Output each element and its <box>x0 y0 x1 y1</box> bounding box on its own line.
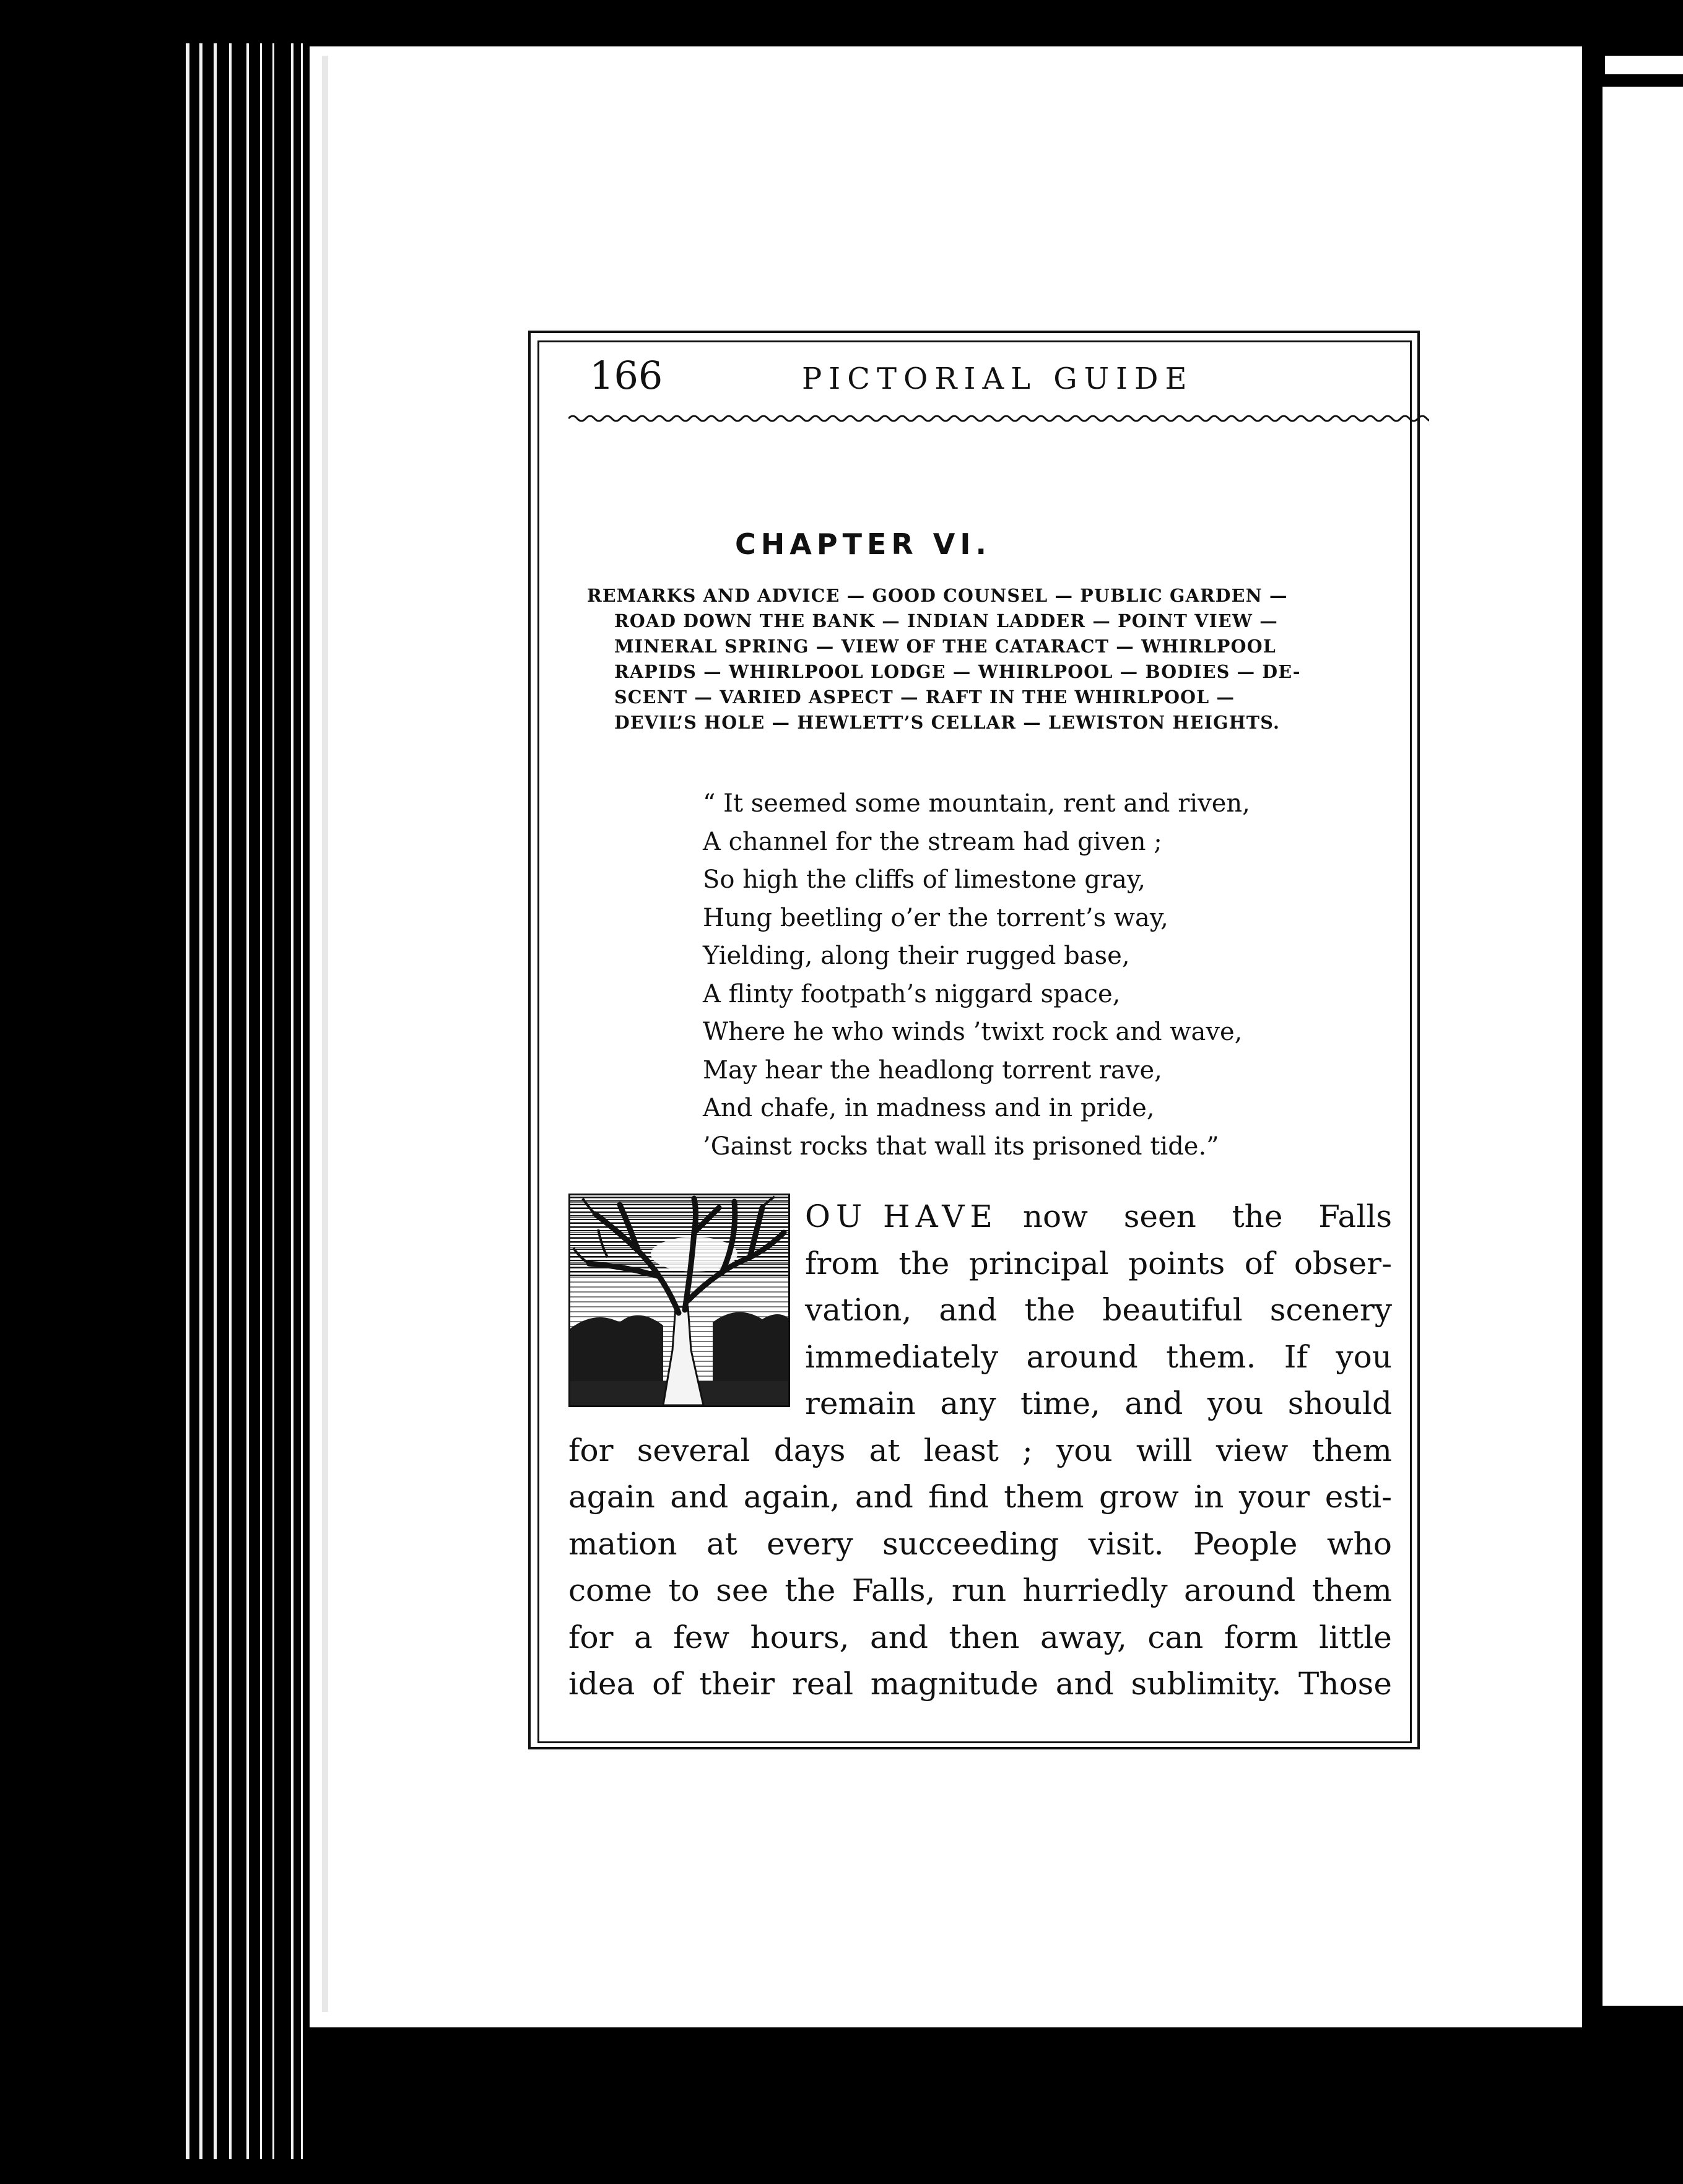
word: to <box>668 1572 700 1608</box>
poem-line: And chafe, in madness and in pride, <box>703 1094 1155 1122</box>
word: If <box>1284 1338 1308 1375</box>
word: away, <box>1040 1619 1127 1655</box>
word: the <box>898 1245 950 1281</box>
word: at <box>869 1432 900 1468</box>
word: at <box>706 1525 737 1562</box>
body-line <box>805 1380 1392 1428</box>
word: then <box>949 1619 1020 1655</box>
body-line <box>568 1428 1392 1475</box>
word: their <box>699 1666 775 1702</box>
word: remain <box>805 1385 916 1421</box>
poem-line: “ It seemed some mountain, rent and riven, <box>703 789 1250 818</box>
word: magnitude <box>870 1666 1039 1702</box>
word: for <box>568 1619 614 1655</box>
body-line-text <box>568 1474 1392 1521</box>
body-line <box>805 1287 1392 1334</box>
word: the <box>785 1572 836 1608</box>
book-edge <box>301 43 303 2159</box>
chapter-title: CHAPTER VI. <box>735 527 991 561</box>
word: the <box>1232 1198 1283 1234</box>
word: hurriedly <box>1022 1572 1168 1608</box>
word: few <box>673 1619 730 1655</box>
book-edge <box>199 43 202 2159</box>
book-edge <box>260 43 262 2159</box>
word: of <box>1244 1245 1275 1281</box>
word: them <box>1311 1572 1392 1608</box>
body-line-text <box>568 1614 1392 1662</box>
book-edge <box>272 43 274 2159</box>
word: idea <box>568 1666 635 1702</box>
chapter-summary <box>588 583 1406 735</box>
body-line <box>568 1474 1392 1521</box>
body-text <box>568 1194 1392 1708</box>
body-line-text <box>568 1661 1392 1708</box>
word: again, <box>743 1479 840 1515</box>
word: you <box>1207 1385 1264 1421</box>
word: will <box>1136 1432 1193 1468</box>
word: around <box>1026 1338 1138 1375</box>
word: Those <box>1298 1666 1392 1702</box>
word: from <box>805 1245 879 1281</box>
word: Falls, <box>851 1572 936 1608</box>
word: can <box>1147 1619 1204 1655</box>
poem-line: ’Gainst rocks that wall its prisoned tide.” <box>703 1132 1219 1161</box>
lead-in-text: OU HAVE <box>805 1198 998 1234</box>
word: and <box>855 1479 913 1515</box>
word: vation, <box>805 1292 912 1328</box>
word: beautiful <box>1102 1292 1243 1328</box>
word: find <box>928 1479 989 1515</box>
word: and <box>1055 1666 1114 1702</box>
word: and <box>670 1479 729 1515</box>
word: you <box>1336 1338 1392 1375</box>
summary-line: RAPIDS — WHIRLPOOL LODGE — WHIRLPOOL — BODIES — DE- <box>614 661 1301 682</box>
word: of <box>652 1666 682 1702</box>
word: form <box>1224 1619 1298 1655</box>
body-line-text <box>805 1380 1392 1428</box>
body-line <box>568 1614 1392 1662</box>
word: scenery <box>1269 1292 1392 1328</box>
book-edge <box>229 43 232 2159</box>
word: and <box>1124 1385 1183 1421</box>
word: view <box>1216 1432 1289 1468</box>
poem-line: A flinty footpath’s niggard space, <box>703 979 1121 1008</box>
body-line-text <box>568 1567 1392 1614</box>
summary-line: SCENT — VARIED ASPECT — RAFT IN THE WHIRLPOOL — <box>614 687 1235 708</box>
word: around <box>1184 1572 1296 1608</box>
body-line-text <box>805 1287 1392 1334</box>
body-line <box>568 1521 1392 1568</box>
body-line <box>568 1567 1392 1614</box>
word: points <box>1128 1245 1225 1281</box>
word: People <box>1193 1525 1298 1562</box>
book-edge <box>246 43 249 2159</box>
book-edge <box>186 43 189 2159</box>
body-line-text <box>568 1428 1392 1475</box>
word: visit. <box>1088 1525 1164 1562</box>
word: you <box>1056 1432 1113 1468</box>
word: obser- <box>1294 1245 1392 1281</box>
body-line <box>805 1334 1392 1381</box>
summary-line: DEVIL’S HOLE — HEWLETT’S CELLAR — LEWISTON HEIGHTS. <box>614 712 1281 733</box>
word: again <box>568 1479 655 1515</box>
word: and <box>939 1292 998 1328</box>
body-line <box>568 1661 1392 1708</box>
word: hours, <box>750 1619 850 1655</box>
poem-line: A channel for the stream had given ; <box>703 827 1162 856</box>
adjacent-page-edge <box>1605 56 1683 74</box>
body-line-text <box>805 1241 1392 1288</box>
word: sublimity. <box>1131 1666 1282 1702</box>
word: run <box>951 1572 1007 1608</box>
poem-line: Where he who winds ’twixt rock and wave, <box>703 1018 1243 1046</box>
word: for <box>568 1432 614 1468</box>
word: any <box>940 1385 996 1421</box>
poem-line: May hear the headlong torrent rave, <box>703 1055 1162 1085</box>
word: principal <box>968 1245 1109 1281</box>
poem-line: So high the cliffs of limestone gray, <box>703 865 1146 894</box>
summary-line: MINERAL SPRING — VIEW OF THE CATARACT — WHIRLPOOL <box>614 636 1276 657</box>
book-edge <box>214 43 217 2159</box>
body-line-text <box>805 1334 1392 1381</box>
summary-line: ROAD DOWN THE BANK — INDIAN LADDER — POINT VIEW — <box>614 610 1278 631</box>
word: them <box>1311 1432 1392 1468</box>
poem-line: Yielding, along their rugged base, <box>703 942 1130 970</box>
word: seen <box>1123 1198 1196 1234</box>
word: now <box>1022 1198 1088 1234</box>
word: several <box>637 1432 750 1468</box>
word: immediately <box>805 1338 999 1375</box>
word: Falls <box>1318 1198 1392 1234</box>
body-line-text <box>568 1521 1392 1568</box>
page-gutter <box>322 56 328 2012</box>
body-line-text <box>1023 1194 1392 1241</box>
word: see <box>716 1572 768 1608</box>
running-head <box>545 353 1406 409</box>
word: in <box>1194 1479 1224 1515</box>
adjacent-page <box>1603 87 1683 2006</box>
word: them. <box>1166 1338 1256 1375</box>
word: time, <box>1020 1385 1100 1421</box>
wavy-rule <box>568 411 1429 426</box>
word: days <box>773 1432 846 1468</box>
word: little <box>1319 1619 1392 1655</box>
word: a <box>633 1619 653 1655</box>
epigraph-poem <box>703 785 1250 1166</box>
word: succeeding <box>882 1525 1059 1562</box>
body-line <box>805 1241 1392 1288</box>
book-edge <box>291 43 294 2159</box>
word: your <box>1238 1479 1310 1515</box>
word: them <box>1004 1479 1084 1515</box>
body-line <box>805 1194 1392 1241</box>
word: the <box>1024 1292 1076 1328</box>
word: real <box>791 1666 854 1702</box>
word: come <box>568 1572 653 1608</box>
running-title: PICTORIAL GUIDE <box>802 362 1194 396</box>
word: grow <box>1099 1479 1179 1515</box>
word: esti- <box>1324 1479 1392 1515</box>
word: ; <box>1022 1432 1033 1468</box>
word: and <box>869 1619 928 1655</box>
word: mation <box>568 1525 677 1562</box>
word: every <box>767 1525 853 1562</box>
word: should <box>1287 1385 1392 1421</box>
poem-line: Hung beetling o’er the torrent’s way, <box>703 903 1168 932</box>
word: who <box>1326 1525 1392 1562</box>
summary-line: REMARKS AND ADVICE — GOOD COUNSEL — PUBLIC GARDEN — <box>587 585 1288 606</box>
page-number: 166 <box>589 353 663 398</box>
word: least <box>923 1432 999 1468</box>
